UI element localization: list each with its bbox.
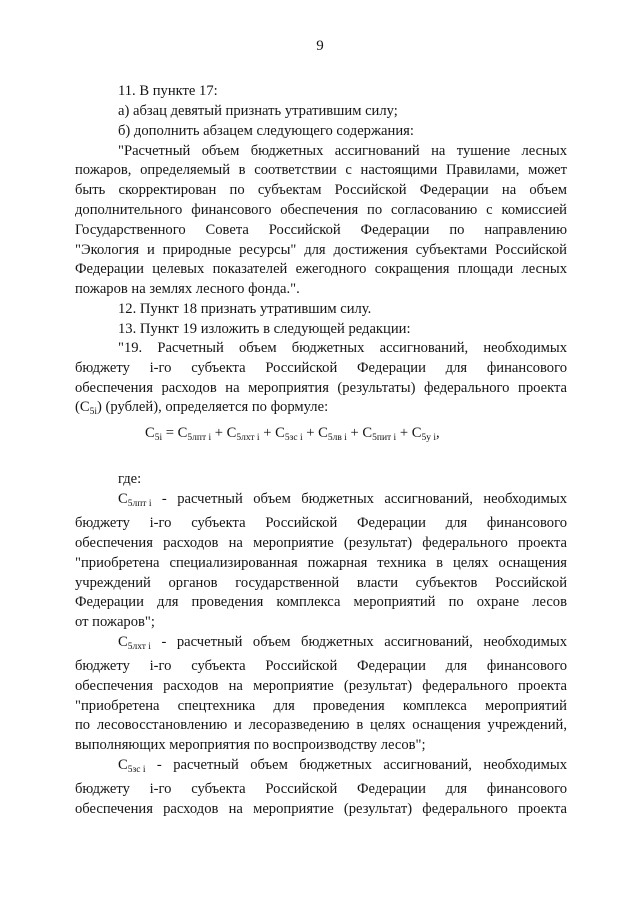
definition-line: $C_{5лпт i}$ - расчетный объем бюджетных ассигнований, необходимых [118,491,568,509]
paragraph-line: б) дополнить абзацем следующего содержания: [118,123,414,139]
paragraph-line: а) абзац девятый признать утратившим силу; [118,103,398,119]
paragraph-line: выполняющих мероприятия по воспроизводству лесов"; [75,737,426,753]
paragraph-line: по лесовосстановлению и лесоразведению в целях оснащения учреждений, [75,717,567,733]
paragraph-line: $(C_{5i})$ (рублей), определяется по формуле: [75,399,329,417]
formula-symbol: $C_{5i}$ [79,399,97,417]
paragraph-line: бюджету i-го субъекта Российской Федерации для финансового [75,658,567,674]
paragraph-line: 13. Пункт 19 изложить в следующей редакции: [118,321,411,337]
paragraph-line: Государственного Совета Российской Федерации по направлению [75,222,567,238]
paragraph-line: обеспечения расходов на мероприятие (результат) федерального проекта [75,535,567,551]
paragraph-line: пожаров на землях лесного фонда.". [75,281,300,297]
paragraph-line: "Экология и природные ресурсы" для достижения субъектами Российской [75,242,567,258]
paragraph-line: "Расчетный объем бюджетных ассигнований на тушение лесных [118,143,567,159]
page-number: 9 [316,38,324,54]
formula: $C_{5i} = C_{5лпт i} + C_{5лхт i} + C_{5зс i} + C_{5лв i} + C_{5пит i} + C_{5у i}$, [145,425,440,443]
paragraph-line: бюджету i-го субъекта Российской Федерации для финансового [75,360,567,376]
paragraph-line: "19. Расчетный объем бюджетных ассигнований, необходимых [118,340,567,356]
paragraph-line: от пожаров"; [75,614,155,630]
paragraph-line: Федерации целевых показателей ежегодного сокращения площади лесных [75,261,567,277]
paragraph-line: пожаров, определяемый в соответствии с настоящими Правилами, может [75,162,567,178]
paragraph-line: обеспечения расходов на мероприятия (результаты) федерального проекта [75,380,567,396]
paragraph-line: 11. В пункте 17: [118,83,218,99]
paragraph-line: дополнительного финансового обеспечения по согласованию с комиссией [75,202,567,218]
formula-symbol: $C_{5лпт i}$ [118,491,152,509]
paragraph-line: быть скорректирован по субъектам Российской Федерации на объем [75,182,567,198]
formula-symbol: $C_{5лхт i}$ [118,634,151,652]
paragraph-line: Федерации для проведения комплекса мероприятий по охране лесов [75,594,567,610]
paragraph-line: бюджету i-го субъекта Российской Федерации для финансового [75,781,567,797]
paragraph-line: "приобретена специализированная пожарная техника в целях оснащения [75,555,567,571]
definition-line: $C_{5зс i}$ - расчетный объем бюджетных ассигнований, необходимых [118,757,567,775]
paragraph-line: 12. Пункт 18 признать утратившим силу. [118,301,372,317]
paragraph-line: обеспечения расходов на мероприятие (результат) федерального проекта [75,801,567,817]
paragraph-line: учреждений органов государственной власти субъектов Российской [75,575,567,591]
formula-symbol: $C_{5зс i}$ [118,757,146,775]
paragraph-line: обеспечения расходов на мероприятие (результат) федерального проекта [75,678,567,694]
paragraph-line: бюджету i-го субъекта Российской Федерации для финансового [75,515,567,531]
paragraph-line: где: [118,471,142,487]
paragraph-line: "приобретена спецтехника для проведения комплекса мероприятий [75,698,567,714]
definition-line: $C_{5лхт i}$ - расчетный объем бюджетных ассигнований, необходимых [118,634,567,652]
